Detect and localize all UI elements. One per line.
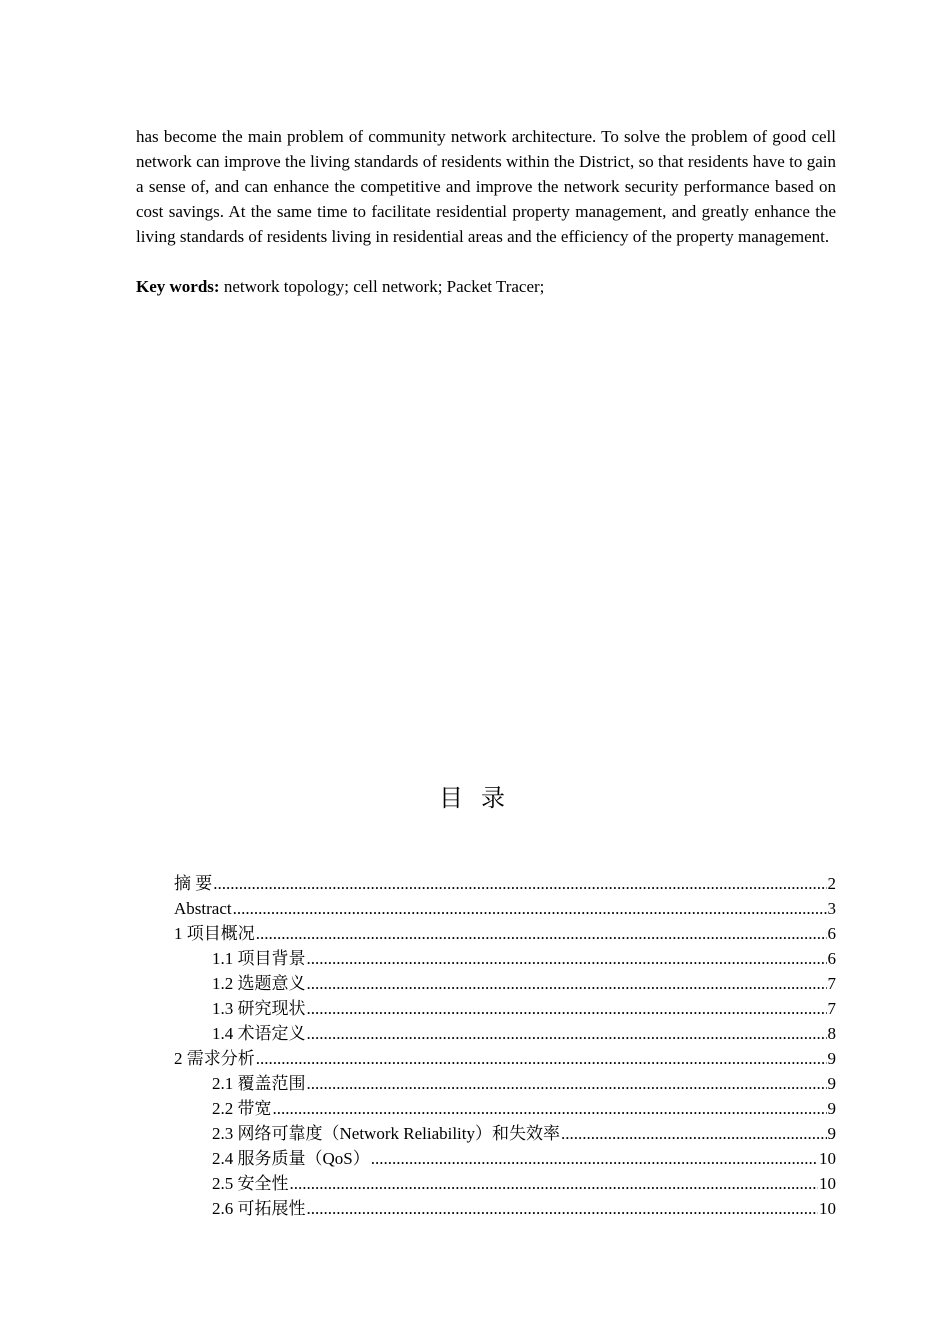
toc-entry[interactable] xyxy=(174,896,836,921)
toc-leader-dots xyxy=(213,871,826,896)
abstract-body xyxy=(136,124,836,249)
toc-entry-page: 9 xyxy=(827,1049,836,1068)
toc-entry[interactable] xyxy=(174,971,836,996)
toc-entry-page: 3 xyxy=(827,899,836,918)
toc-entry[interactable] xyxy=(174,1146,836,1171)
toc-entry-page: 6 xyxy=(827,924,836,943)
toc-entry[interactable] xyxy=(174,1121,836,1146)
toc-entry-title: 1.3 研究现状 xyxy=(212,999,306,1018)
toc-entry[interactable] xyxy=(174,921,836,946)
toc-entry[interactable] xyxy=(174,1096,836,1121)
toc-entry-page: 6 xyxy=(827,949,836,968)
toc-leader-dots xyxy=(256,1046,827,1071)
toc-entry-page: 10 xyxy=(819,1149,836,1168)
toc-leader-dots xyxy=(371,1146,818,1171)
keywords-text: network topology; cell network; Packet Tracer; xyxy=(219,277,545,296)
toc-entry-page: 10 xyxy=(819,1199,836,1218)
toc-entry-title: 2.6 可拓展性 xyxy=(212,1199,306,1218)
toc-entry-page: 9 xyxy=(827,1074,836,1093)
toc-entry-page: 8 xyxy=(827,1024,836,1043)
toc-entry[interactable] xyxy=(174,1046,836,1071)
toc-entry[interactable] xyxy=(174,946,836,971)
toc-entry[interactable] xyxy=(174,871,836,896)
toc-entry-title: 1.4 术语定义 xyxy=(212,1024,306,1043)
toc-entry[interactable] xyxy=(174,1021,836,1046)
toc-entry-title: 1.2 选题意义 xyxy=(212,974,306,993)
toc-leader-dots xyxy=(256,921,827,946)
toc-leader-dots xyxy=(307,1196,819,1221)
keywords-label: Key words: xyxy=(136,277,220,296)
table-of-contents xyxy=(174,871,836,1221)
toc-leader-dots xyxy=(290,1171,819,1196)
toc-title: 目 录 xyxy=(439,786,511,812)
toc-entry-title: 2.3 网络可靠度（Network Reliability）和失效率 xyxy=(212,1124,561,1143)
toc-entry-title: 1 项目概况 xyxy=(174,924,255,943)
toc-entry-title: 2.5 安全性 xyxy=(212,1174,289,1193)
toc-leader-dots xyxy=(307,996,827,1021)
abstract-paragraph: has become the main problem of community network architecture. To solve the problem of good cell network can improve the living standards of residents within the District, so that residents have to gain a sense of, and can enhance the competitive and improve the network security performance based on cost savings. At the same time to facilitate residential property management, and greatly enhance the living standards of residents living in residential areas and the efficiency of the property management. xyxy=(136,127,836,246)
toc-entry-title: 2.2 带宽 xyxy=(212,1099,272,1118)
toc-entry-page: 7 xyxy=(827,999,836,1018)
toc-entry-page: 9 xyxy=(827,1099,836,1118)
toc-entry[interactable] xyxy=(174,1196,836,1221)
toc-entry-title: 2 需求分析 xyxy=(174,1049,255,1068)
toc-leader-dots xyxy=(307,946,827,971)
toc-leader-dots xyxy=(561,1121,826,1146)
toc-leader-dots xyxy=(307,971,827,996)
toc-entry-page: 7 xyxy=(827,974,836,993)
toc-entry-page: 2 xyxy=(827,874,836,893)
toc-leader-dots xyxy=(273,1096,827,1121)
toc-entry-title: Abstract xyxy=(174,899,232,918)
keywords-line xyxy=(136,274,836,299)
toc-entry[interactable] xyxy=(174,1171,836,1196)
toc-leader-dots xyxy=(307,1071,827,1096)
toc-leader-dots xyxy=(233,896,827,921)
toc-entry-title: 1.1 项目背景 xyxy=(212,949,306,968)
toc-entry-page: 10 xyxy=(819,1174,836,1193)
toc-entry[interactable] xyxy=(174,996,836,1021)
toc-entry-title: 2.1 覆盖范围 xyxy=(212,1074,306,1093)
toc-entry-title: 摘 要 xyxy=(174,874,213,893)
toc-entry-page: 9 xyxy=(827,1124,836,1143)
toc-entry[interactable] xyxy=(174,1071,836,1096)
toc-entry-title: 2.4 服务质量（QoS） xyxy=(212,1149,370,1168)
toc-leader-dots xyxy=(307,1021,827,1046)
